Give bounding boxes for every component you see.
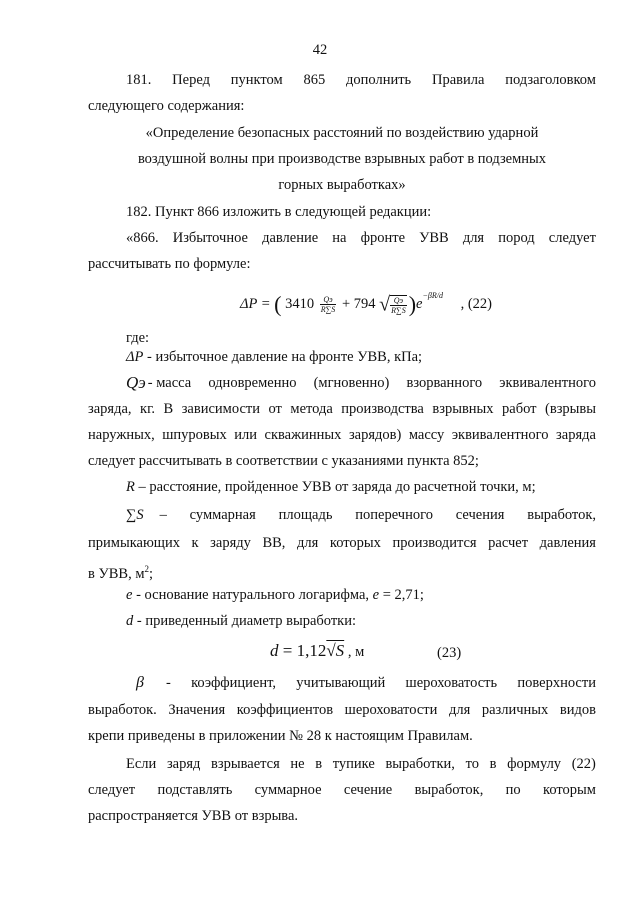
def-s-line-1 <box>126 506 596 524</box>
word: пород <box>498 230 535 246</box>
word: метода <box>290 401 333 417</box>
word: Правила <box>431 72 485 88</box>
item-182: 182. Пункт 866 изложить в следующей редакции: <box>126 204 432 220</box>
word: производится <box>392 535 477 551</box>
formula-22-e: e <box>416 295 423 312</box>
sqrt-icon: √ <box>379 293 391 316</box>
formula-22-close-paren: ) <box>408 291 417 317</box>
word: заряда, <box>88 401 132 417</box>
word: от <box>268 401 282 417</box>
word: выработок, <box>527 507 596 523</box>
def-qe-line-4: следует рассчитывать в соответствии с указаниями пункта 852; <box>88 453 479 469</box>
def-s-symbol: ∑S <box>126 507 144 523</box>
word: поверхности <box>517 675 596 691</box>
word: массу <box>408 427 445 443</box>
word: взрывных <box>432 401 494 417</box>
word: давления <box>539 535 596 551</box>
page-number: 42 <box>312 42 328 58</box>
formula-22-c1: 3410 <box>285 295 315 312</box>
heading-line-3: горных выработках» <box>278 177 406 193</box>
def-s-line-3-text: в УВВ, м <box>88 565 145 582</box>
def-e-symbol: e <box>126 587 133 603</box>
def-r-text: – расстояние, пройденное УВВ от заряда до расчетной точки, м; <box>134 479 536 495</box>
word: то <box>465 756 479 772</box>
word: взрывается <box>211 756 280 772</box>
formula-22-lhs: ΔP = <box>240 295 275 312</box>
word: коэффициент, <box>191 675 277 691</box>
word: 865 <box>303 72 326 88</box>
word: различных <box>481 702 549 718</box>
word: кг. <box>140 401 156 417</box>
word: в <box>489 756 497 772</box>
frac-1-den: R∑S <box>320 305 336 314</box>
word: расчет <box>488 535 529 551</box>
word: которым <box>543 782 596 798</box>
word: в <box>315 756 323 772</box>
last-line-3: распространяется УВВ от взрыва. <box>88 808 299 824</box>
formula-23-root: √S <box>326 641 345 660</box>
def-qe-line-1 <box>126 374 596 392</box>
word: Избыточное <box>172 230 248 246</box>
def-qe-symbol: Qэ <box>126 373 146 392</box>
def-qe-line-2 <box>88 400 596 418</box>
item-181-line-1 <box>126 71 596 89</box>
def-qe-line-3 <box>88 426 596 444</box>
def-dp <box>126 348 422 366</box>
word: работ <box>502 401 537 417</box>
def-s-line-2 <box>88 534 596 552</box>
word: – <box>159 507 167 523</box>
word: (взрывы <box>545 401 596 417</box>
word: на <box>332 230 347 246</box>
word: примыкающих <box>88 535 180 551</box>
formula-23 <box>270 640 364 663</box>
word: по <box>505 782 521 798</box>
def-s-line-3-end: ; <box>149 565 154 582</box>
def-dp-symbol: ΔP <box>126 349 144 365</box>
def-s-line-3-sup: 2 <box>144 564 150 574</box>
formula-23-lhs: d <box>270 641 279 660</box>
word: - масса <box>147 375 192 391</box>
word: зарядов) <box>348 427 402 443</box>
last-line-2 <box>88 781 596 799</box>
word: выработок. <box>88 702 157 718</box>
word: или <box>234 427 258 443</box>
word: учитывающий <box>296 675 386 691</box>
word: шероховатость <box>405 675 498 691</box>
word: Значения <box>168 702 226 718</box>
formula-22-open-paren: ( <box>274 291 282 317</box>
word: зависимости <box>181 401 260 417</box>
word: суммарная <box>189 507 256 523</box>
beta-line-2 <box>88 701 596 719</box>
word: Если <box>126 756 157 772</box>
beta-line-1-words <box>166 674 596 692</box>
word: В <box>163 401 174 417</box>
def-dp-text: - избыточное давление на фронте УВВ, кПа; <box>143 349 423 365</box>
word: шероховатости <box>344 702 438 718</box>
formula-22-number: , (22) <box>460 295 493 312</box>
word: давление <box>262 230 319 246</box>
def-d <box>126 612 356 630</box>
formula-22-plus: + 794 <box>338 295 376 312</box>
word: - <box>165 675 171 691</box>
word: сечение <box>343 782 393 798</box>
word: дополнить <box>346 72 412 88</box>
def-d-symbol: d <box>126 613 134 629</box>
word: 181. <box>126 72 152 88</box>
formula-23-eq: = 1,12 <box>278 641 327 660</box>
word: выработок, <box>414 782 484 798</box>
frac-1-num: Qэ <box>320 295 337 305</box>
word: заряд <box>166 756 201 772</box>
word: «866. <box>126 230 159 246</box>
beta-symbol: β <box>136 674 144 691</box>
word: (мгновенно) <box>313 375 390 391</box>
formula-22-fraction-1 <box>320 295 337 314</box>
beta-line-1 <box>126 674 596 692</box>
word: формулу <box>507 756 562 772</box>
def-s-line-1-words <box>160 506 596 524</box>
word: производства <box>341 401 424 417</box>
formula-23-unit: , м <box>344 644 365 660</box>
word: подставлять <box>157 782 233 798</box>
word: пунктом <box>230 72 283 88</box>
item-181-line-2: следующего содержания: <box>88 98 245 114</box>
word: видов <box>559 702 596 718</box>
word: площадь <box>278 507 333 523</box>
def-s-line-3 <box>88 560 153 583</box>
word: заряду <box>210 535 251 551</box>
word: суммарное <box>254 782 322 798</box>
word: тупике <box>332 756 375 772</box>
heading-line-2: воздушной волны при производстве взрывных работ в подземных <box>137 151 547 167</box>
word: подзаголовком <box>505 72 596 88</box>
def-r <box>126 478 536 496</box>
def-r-symbol: R <box>126 479 135 495</box>
def-qe-line-1-words <box>148 374 596 392</box>
word: следует <box>88 782 136 798</box>
word: для <box>462 230 485 246</box>
last-line-1 <box>126 755 596 773</box>
formula-22-exponent: −βR/d <box>422 291 443 300</box>
word: для <box>297 535 319 551</box>
word: сечения <box>455 507 505 523</box>
word: к <box>191 535 199 551</box>
word: следует <box>548 230 596 246</box>
word: эквивалентного <box>451 427 549 443</box>
word: поперечного <box>355 507 433 523</box>
def-d-text: - приведенный диаметр выработки: <box>133 613 357 629</box>
word: наружных, <box>88 427 155 443</box>
word: (22) <box>571 756 596 772</box>
def-e <box>126 586 424 604</box>
word: для <box>448 702 471 718</box>
word: Перед <box>172 72 210 88</box>
p866-line-2: рассчитывать по формуле: <box>88 256 251 272</box>
word: эквивалентного <box>499 375 596 391</box>
p866-line-1 <box>126 229 596 247</box>
where-label: где: <box>126 330 150 346</box>
def-e-value: = 2,71; <box>379 587 424 603</box>
word: шпуровых <box>162 427 227 443</box>
word: заряда <box>556 427 596 443</box>
word: УВВ <box>419 230 449 246</box>
formula-22-fraction-2 <box>390 295 407 315</box>
word: которых <box>329 535 381 551</box>
word: коэффициентов <box>236 702 334 718</box>
heading-line-1: «Определение безопасных расстояний по воздействию ударной <box>145 125 539 141</box>
frac-2-den: R∑S <box>391 305 406 315</box>
word: одновременно <box>208 375 297 391</box>
word: фронте <box>360 230 406 246</box>
word: взорванного <box>406 375 483 391</box>
word: не <box>290 756 305 772</box>
formula-22 <box>240 287 492 318</box>
def-e-text: - основание натурального логарифма, <box>132 587 373 603</box>
word: ВВ, <box>262 535 286 551</box>
def-e-value-symbol: e <box>372 587 380 603</box>
word: скважинных <box>264 427 342 443</box>
frac-2-num: Qэ <box>390 296 407 306</box>
word: выработки, <box>385 756 455 772</box>
beta-line-3: крепи приведены в приложении № 28 к настоящим Правилам. <box>88 728 473 744</box>
formula-23-number: (23) <box>437 645 462 661</box>
